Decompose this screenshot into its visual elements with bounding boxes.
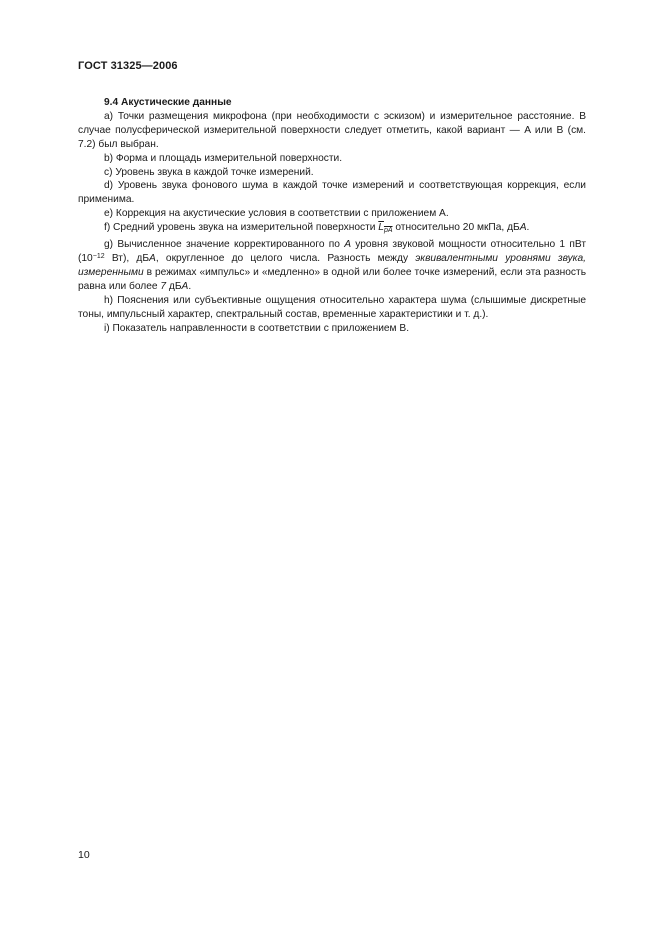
item-f: f) Средний уровень звука на измерительной поверхности $L_{pA}$ относительно 20 мкПа, дБA. (104, 222, 530, 235)
section-body (78, 96, 586, 335)
mean-level-symbol: $L_{pA}$ (378, 222, 393, 235)
item-c: c) Уровень звука в каждой точке измерений. (104, 166, 314, 178)
document-header: ГОСТ 31325—2006 (78, 60, 178, 72)
item-g: g) Вычисленное значение корректированного по A уровня звуковой мощности относительно 1 пВт ($10^{-12}$ Вт), дБA, округленное до целого числа. Разность между эквивалентными уровнями звука, измеренными в режимах «импульс» и «медленно» в одной или более точке измерений, если эта разность равна или более 7 дБA. (78, 239, 586, 292)
item-e: e) Коррекция на акустические условия в соответствии с приложением А. (104, 208, 449, 220)
section-number: 9.4 (104, 97, 119, 108)
section-title: Акустические данные (121, 97, 232, 108)
item-b: b) Форма и площадь измерительной поверхности. (104, 152, 343, 164)
item-h: h) Пояснения или субъективные ощущения относительно характера шума (слышимые дискретные тоны, импульсный характер, спектральный состав, временные характеристики и т. д.). (78, 294, 586, 320)
item-i: i) Показатель направленности в соответствии с приложением В. (104, 322, 410, 334)
item-d: d) Уровень звука фонового шума в каждой точке измерений и соответствующая коррекция, если применима. (78, 180, 586, 206)
page-number: 10 (78, 849, 90, 861)
item-a: а) Точки размещения микрофона (при необходимости с эскизом) и измерительное расстояние. В случае полусферической измерительной поверхности следует отметить, какой вариант — A или B (см. 7.2) был выбран. (78, 110, 586, 150)
section-heading (78, 96, 586, 110)
